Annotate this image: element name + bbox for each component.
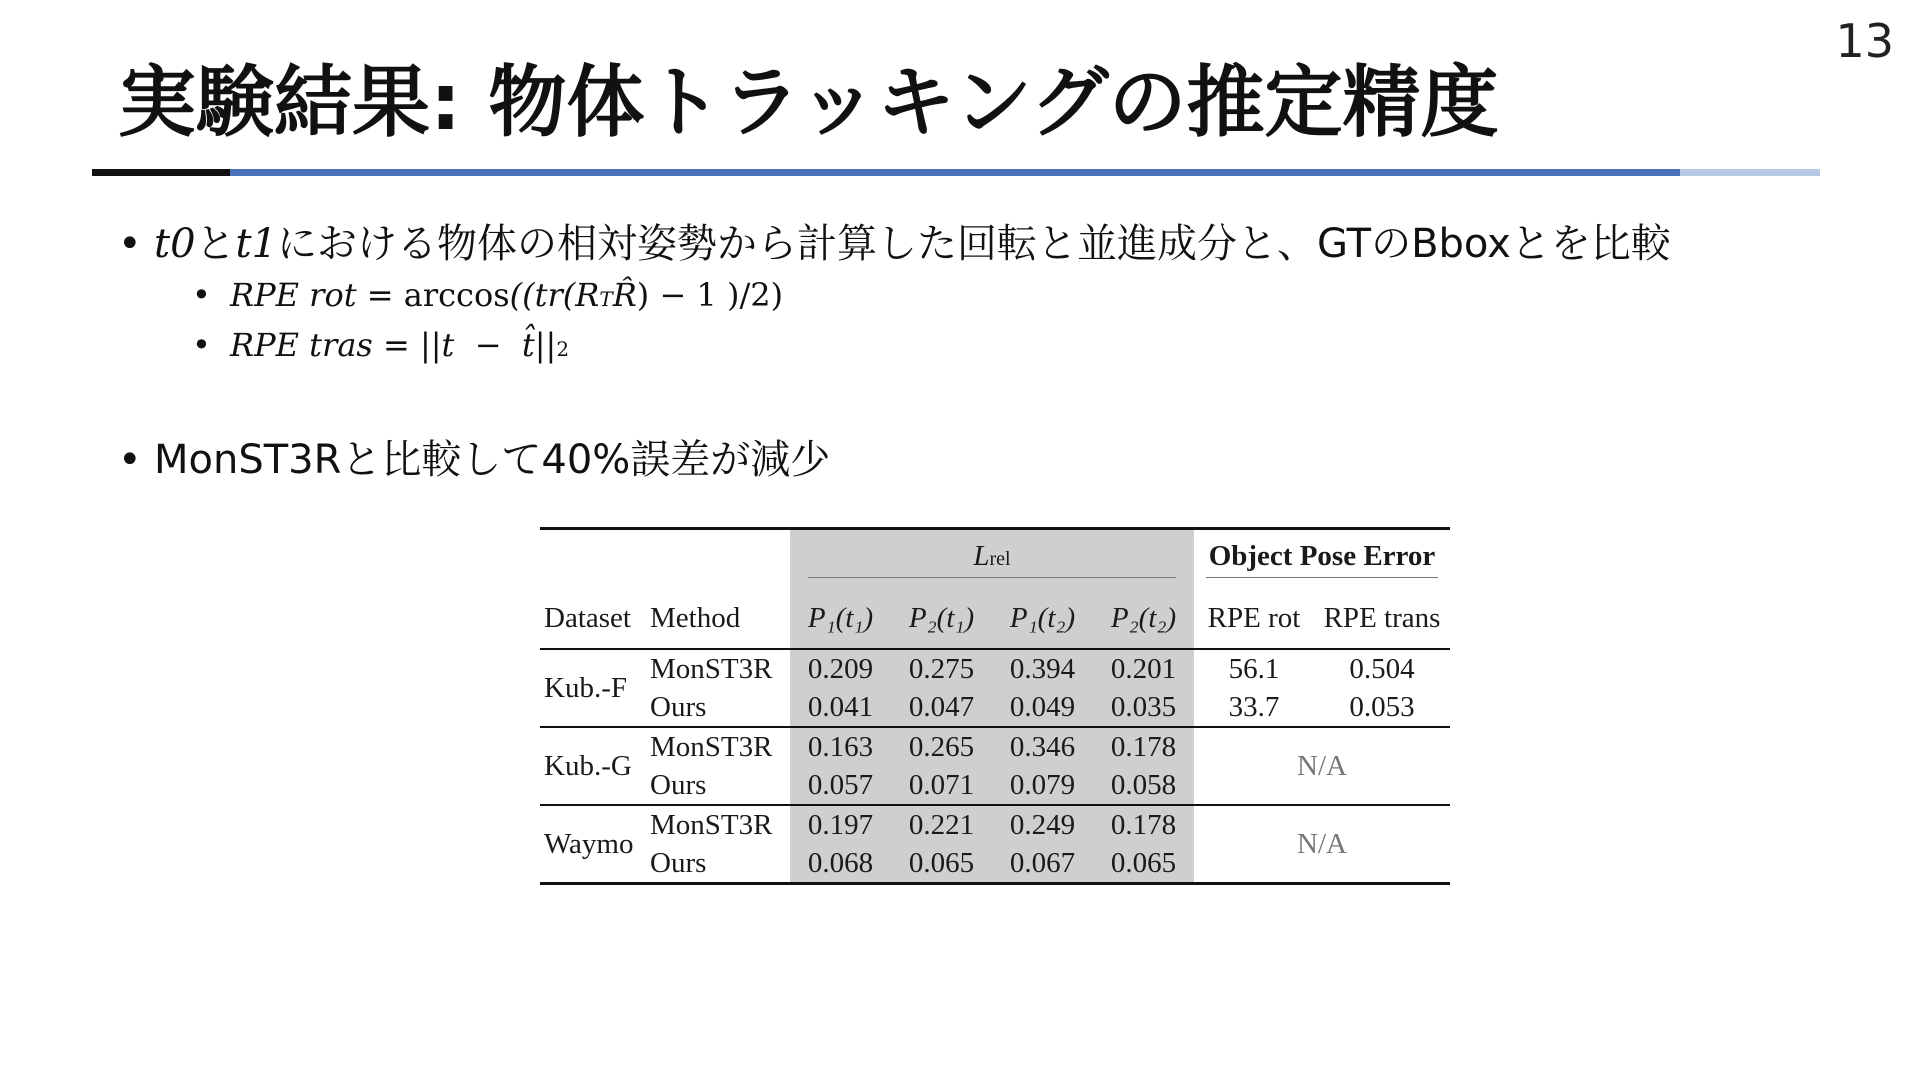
value-cell: 0.057 — [790, 766, 891, 805]
norm-subscript: 2 — [556, 337, 570, 361]
value-cell: 0.079 — [992, 766, 1093, 805]
dataset-cell: Kub.-F — [540, 649, 650, 727]
arccos-text: arccos — [403, 276, 510, 314]
header-dataset: Dataset — [540, 588, 650, 649]
table-group-header-row — [540, 529, 1450, 589]
table-column-header-row — [540, 588, 1450, 649]
value-cell: 0.178 — [1093, 805, 1194, 844]
title-underline-light — [1680, 169, 1820, 176]
value-cell: 0.201 — [1093, 649, 1194, 688]
bullet-text-to: と — [195, 221, 236, 267]
value-cell: 0.346 — [992, 727, 1093, 766]
value-cell: 56.1 — [1228, 652, 1280, 685]
value-cell: 0.275 — [891, 649, 992, 688]
method-cell: MonST3R — [650, 808, 773, 841]
bullet-dot: • — [118, 221, 142, 267]
title-underline-blue — [230, 169, 1680, 176]
lrel-sub: rel — [989, 548, 1011, 570]
value-cell: 0.178 — [1093, 727, 1194, 766]
equals-sign: = — [372, 326, 420, 364]
value-cell: 0.041 — [790, 688, 891, 727]
transpose-superscript: T — [599, 287, 613, 311]
value-cell: 0.065 — [891, 844, 992, 884]
lrel-group-header — [790, 529, 1194, 589]
page-number: 13 — [1835, 14, 1894, 68]
rpe-tras-lhs: RPE tras — [230, 326, 373, 364]
value-cell: 0.071 — [891, 766, 992, 805]
equals-sign: = — [356, 276, 404, 314]
bullet-dot: • — [192, 276, 211, 314]
table-row — [540, 805, 1450, 844]
value-cell: 0.035 — [1093, 688, 1194, 727]
bullet-error-reduction — [118, 428, 830, 485]
header-p1t1: P₁(t₁) — [790, 588, 891, 649]
value-cell: 0.394 — [992, 649, 1093, 688]
header-p2t2: P₂(t₂) — [1093, 588, 1194, 649]
value-cell: 0.221 — [891, 805, 992, 844]
title-underline-dark — [92, 169, 230, 176]
value-cell: 0.053 — [1314, 688, 1450, 727]
method-cell: Ours — [650, 688, 790, 727]
header-rpe-trans: RPE trans — [1314, 588, 1450, 649]
header-rpe-rot: RPE rot — [1194, 588, 1314, 649]
rpe-rot-rest: ) − 1 )/2) — [636, 276, 784, 314]
math-t0: t0 — [154, 221, 196, 267]
math-t1: t1 — [235, 221, 278, 267]
bullet-dot: • — [192, 326, 211, 364]
header-p1t2: P₁(t₂) — [992, 588, 1093, 649]
value-cell: 0.249 — [992, 805, 1093, 844]
value-cell: 33.7 — [1194, 688, 1314, 727]
value-cell: 0.047 — [891, 688, 992, 727]
rpe-tras-expr: ||t − t̂|| — [419, 326, 557, 364]
r-hat: R̂ — [612, 276, 637, 314]
method-cell: Ours — [650, 844, 790, 884]
value-cell: 0.067 — [992, 844, 1093, 884]
na-cell: N/A — [1194, 805, 1450, 884]
slide-title: 実験結果: 物体トラッキングの推定精度 — [118, 58, 1499, 148]
value-cell: 0.049 — [992, 688, 1093, 727]
rpe-rot-lhs: RPE rot — [230, 276, 357, 314]
na-cell: N/A — [1194, 727, 1450, 805]
value-cell: 0.197 — [790, 805, 891, 844]
method-cell: MonST3R — [650, 652, 773, 685]
bullet-dot: • — [118, 437, 142, 483]
value-cell: 0.068 — [790, 844, 891, 884]
header-p2t1: P₂(t₁) — [891, 588, 992, 649]
bullet-compare-description — [118, 212, 1671, 269]
dataset-cell: Waymo — [540, 805, 650, 884]
lrel-main: L — [973, 540, 990, 572]
table-row — [540, 649, 1450, 688]
bullet-text: における物体の相対姿勢から計算した回転と並進成分と、GTのBboxとを比較 — [277, 221, 1671, 267]
value-cell: 0.209 — [790, 649, 891, 688]
method-cell: MonST3R — [650, 730, 773, 763]
value-cell: 0.065 — [1093, 844, 1194, 884]
value-cell: 0.504 — [1349, 652, 1415, 685]
value-cell: 0.265 — [891, 727, 992, 766]
header-method: Method — [650, 588, 790, 649]
value-cell: 0.163 — [790, 727, 891, 766]
dataset-cell: Kub.-G — [540, 727, 650, 805]
table-row — [540, 688, 1450, 727]
value-cell: 0.058 — [1093, 766, 1194, 805]
sub-bullet-rpe-rot — [192, 276, 783, 314]
bullet-text: MonST3Rと比較して40%誤差が減少 — [154, 437, 831, 483]
rpe-rot-expr: ((tr(R — [509, 276, 600, 314]
object-pose-error-header: Object Pose Error — [1194, 529, 1450, 589]
results-table — [540, 527, 1450, 885]
table-row — [540, 727, 1450, 766]
sub-bullet-rpe-tras — [192, 326, 569, 364]
method-cell: Ours — [650, 766, 790, 805]
